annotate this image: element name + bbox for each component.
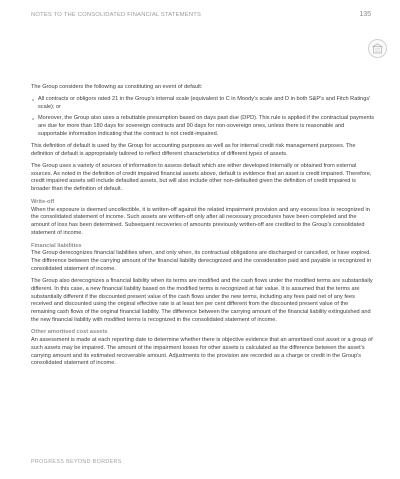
- home-icon-glyph: [371, 42, 384, 55]
- section-heading-other-amortised-cost-assets: Other amortised cost assets: [31, 329, 108, 336]
- financial-liabilities-modification-paragraph: The Group also derecognizes a financial liability when its terms are modified and the cash flows under the modified terms are substantially different. In this case, a new financial liability based on the modified terms is recognized at fair value. It is assumed that the terms are substantially different if the discounted present value of the cash flows under the new terms, including any fees paid net of any fees received and discounted using the original effective rate is at least ten per cent different from the discounted present value of the remaining cash flows of the original financial liability. The difference between the carrying amount of the financial liability extinguished and the new financial liability with modified terms is recognized in the consolidated statement of income.: [31, 278, 373, 323]
- page-header: [31, 11, 371, 25]
- default-criteria-list: [31, 96, 374, 138]
- other-amortised-cost-assets-paragraph: An assessment is made at each reporting date to determine whether there is objective evidence that an amortised cost asset or a group of such assets may be impaired. The amount of the impairment losses for other assets is calculated as the difference between the asset’s carrying amount and its estimated recoverable amount. Adjustments to the provision are recorded as a charge or credit in the Group’s consolidated statement of income.: [31, 337, 373, 367]
- list-item: Moreover, the Group also uses a rebuttable presumption based on days past due (DPD). This rule is applied if the contractual payments are due for more than 180 days for sovereign contracts and 90 days for non-sovereign ones, unless there is reasonable and supportable information indicating that the contract is not credit-impaired.: [38, 115, 375, 137]
- page-footer: PROGRESS BEYOND BORDERS: [31, 459, 122, 465]
- section-heading-write-off: Write-off: [31, 198, 55, 205]
- financial-liabilities-paragraph: The Group derecognizes financial liabilities when, and only when, its contractual obligations are discharged or cancelled, or have expired. The difference between the carrying amount of the financial liability derecognized and the consideration paid and payable is recognized in consolidated statement of income.: [31, 250, 372, 272]
- write-off-paragraph: When the exposure is deemed uncollectible, it is written-off against the related impairment provision and any excess loss is recognized in the consolidated statement of income. Such assets are written-off only after all necessary procedures have been completed and the amount of loss has been determined. Subsequent recoveries of amounts previously written-off are credited to the Group’s consolidated statement of income.: [31, 206, 370, 236]
- home-icon[interactable]: [368, 39, 387, 58]
- document-body: [31, 84, 374, 373]
- list-item: All contracts or obligors rated 21 in the Group’s internal scale (equivalent to C in Moody’s scale and D in both S&P’s and Fitch Ratings’ scale); or: [38, 96, 374, 111]
- section-heading-financial-liabilities: Financial liabilities: [31, 242, 82, 249]
- running-header-title: NOTES TO THE CONSOLIDATED FINANCIAL STATEMENTS: [31, 12, 202, 18]
- default-sources-paragraph: The Group uses a variety of sources of information to assess default which are either developed internally or obtained from external sources. As noted in the definition of credit impaired financial assets above, default is evidence that an asset is credit impaired. Therefore, credit impaired assets will include defaulted assets, but will also include other non-defaulted given the definition of credit impaired is broader than the definition of default.: [31, 162, 372, 193]
- default-definition-paragraph: This definition of default is used by the Group for accounting purposes as well as for internal credit risk management purposes. The definition of default is appropriately tailored to reflect different characteristics of different types of assets.: [31, 142, 356, 157]
- page-number: 135: [359, 11, 371, 18]
- intro-paragraph: The Group considers the following as constituting an event of default:: [31, 84, 203, 90]
